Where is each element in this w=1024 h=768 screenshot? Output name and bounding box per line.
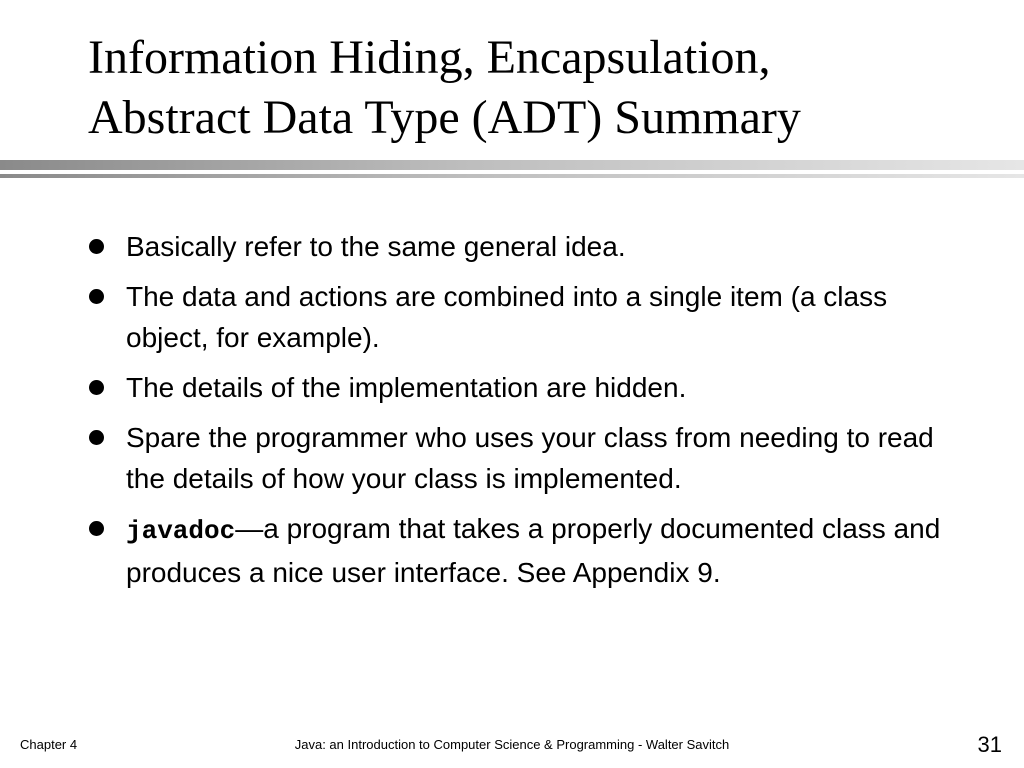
bullet-text: —a program that takes a properly documented class and produces a nice user interface. See Appendix 9. — [126, 513, 941, 588]
footer-book-title: Java: an Introduction to Computer Science & Programming - Walter Savitch — [294, 737, 730, 752]
bullet-text: Spare the programmer who uses your class from needing to read the details of how your class is implemented. — [126, 422, 934, 494]
bullet-item-3 — [0, 367, 1024, 408]
title-divider-thick — [0, 160, 1024, 170]
bullet-dot-icon — [89, 239, 104, 254]
footer-chapter: Chapter 4 — [20, 737, 78, 752]
slide-footer — [0, 734, 1024, 758]
bullet-dot-icon — [89, 430, 104, 445]
slide-title-line-1: Information Hiding, Encapsulation, — [88, 31, 771, 84]
slide-title — [88, 28, 988, 148]
javadoc-code-term: javadoc — [126, 516, 236, 546]
bullet-item-1 — [0, 226, 1024, 267]
title-divider-thin — [0, 174, 1024, 178]
bullet-item-5 — [0, 508, 1024, 593]
bullet-item-4 — [0, 417, 1024, 499]
bullet-text: The data and actions are combined into a single item (a class object, for example). — [126, 281, 888, 353]
bullet-item-2 — [0, 276, 1024, 358]
bullet-dot-icon — [89, 521, 104, 536]
bullet-dot-icon — [89, 289, 104, 304]
bullet-list — [0, 226, 1024, 602]
bullet-text: The details of the implementation are hidden. — [126, 372, 687, 403]
page-number: 31 — [977, 732, 1002, 757]
slide-title-line-2: Abstract Data Type (ADT) Summary — [88, 91, 801, 144]
bullet-dot-icon — [89, 380, 104, 395]
bullet-text: Basically refer to the same general idea. — [126, 231, 626, 262]
